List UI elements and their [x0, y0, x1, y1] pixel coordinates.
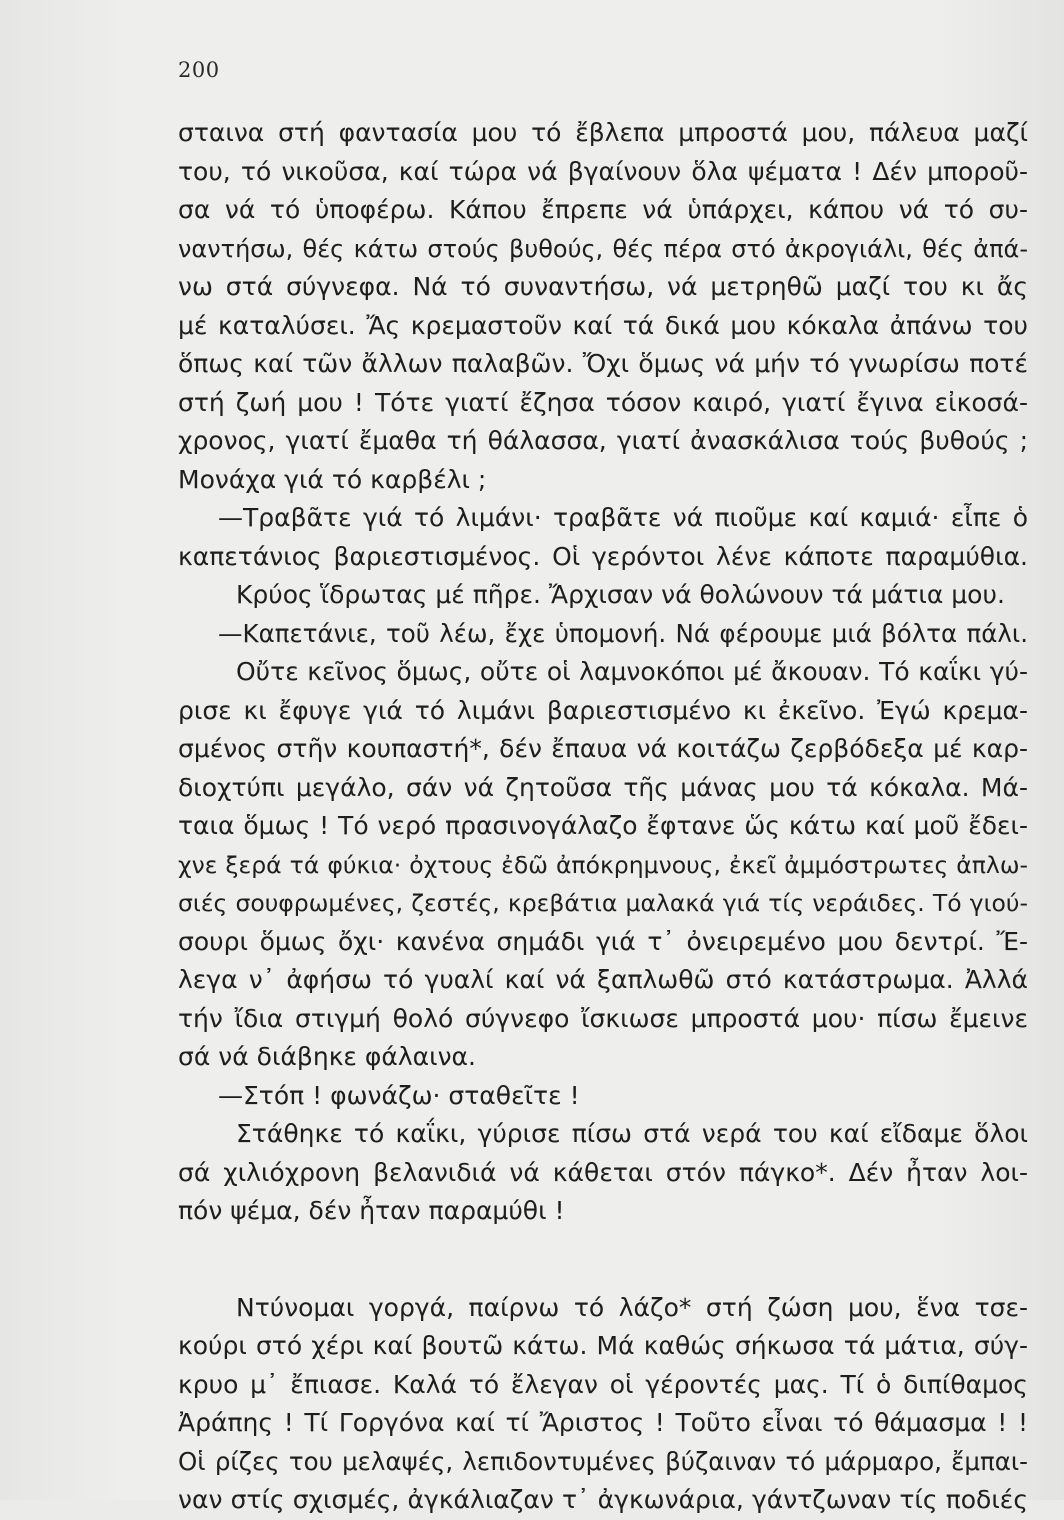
- text-line: σά χιλιόχρονη βελανιδιά νά κάθεται στόν πάγκο*. Δέν ἦταν λοι-: [178, 1157, 1028, 1187]
- paragraph-start-line: Ντύνομαι γοργά, παίρνω τό λάζο* στή ζώση μου, ἕνα τσε-: [236, 1292, 1028, 1322]
- paragraph-start-line: Κρύος ἵδρωτας μέ πῆρε. Ἄρχισαν νά θολώνουν τά μάτια μου.: [236, 580, 1005, 609]
- text-line: Ἀράπης ! Τί Γοργόνα καί τί Ἄριστος ! Τοῦτο εἶναι τό θάμασμα ! !: [178, 1408, 1028, 1437]
- text-line: σταινα στή φαντασία μου τό ἔβλεπα μπροστά μου, πάλευα μαζί: [178, 118, 1028, 147]
- dialogue-line: —Τραβᾶτε γιά τό λιμάνι· τραβᾶτε νά πιοῦμε καί καμιά· εἶπε ὁ: [218, 503, 1028, 532]
- text-line: ταια ὅμως ! Τό νερό πρασινογάλαζο ἔφτανε ὥς κάτω καί μοῦ ἔδει-: [178, 811, 1028, 840]
- text-line: τήν ἴδια στιγμή θολό σύγνεφο ἴσκιωσε μπροστά μου· πίσω ἔμεινε: [178, 1003, 1028, 1033]
- text-line: λεγα ν᾽ ἀφήσω τό γυαλί καί νά ξαπλωθῶ στό κατάστρωμα. Ἀλλά: [178, 965, 1028, 994]
- text-line: κούρι στό χέρι καί βουτῶ κάτω. Μά καθώς σήκωσα τά μάτια, σύγ-: [178, 1331, 1028, 1360]
- text-line: ρισε κι ἔφυγε γιά τό λιμάνι βαριεστισμένο κι ἐκεῖνο. Ἐγώ κρεμα-: [178, 695, 1028, 725]
- text-line: νω στά σύγνεφα. Νά τό συναντήσω, νά μετρηθῶ μαζί του κι ἄς: [178, 272, 1028, 301]
- paragraph-start-line: Στάθηκε τό καΐκι, γύρισε πίσω στά νερά του καί εἴδαμε ὅλοι: [236, 1119, 1028, 1148]
- body-text: [178, 114, 1028, 1520]
- text-line: στή ζωή μου ! Τότε γιατί ἔζησα τόσον καιρό, γιατί ἔγινα εἰκοσά-: [178, 387, 1028, 417]
- text-line: ναν στίς σχισμές, ἀγκάλιαζαν τ᾽ ἀγκωνάρια, γάντζωναν τίς ποδιές: [178, 1485, 1028, 1514]
- text-line: σα νά τό ὑποφέρω. Κάπου ἔπρεπε νά ὑπάρχει, κάπου νά τό συ-: [178, 195, 1028, 224]
- text-line: Μονάχα γιά τό καρβέλι ;: [178, 464, 487, 494]
- text-line: χρονος, γιατί ἔμαθα τή θάλασσα, γιατί ἀνασκάλισα τούς βυθούς ;: [178, 426, 1028, 455]
- text-line: ὅπως καί τῶν ἄλλων παλαβῶν. Ὄχι ὅμως νά μήν τό γνωρίσω ποτέ: [178, 349, 1028, 378]
- text-line: σμένος στῆν κουπαστή*, δέν ἔπαυα νά κοιτάζω ζερβόδεξα μέ καρ-: [178, 734, 1028, 763]
- text-line: Οἱ ρίζες του μελαψές, λεπιδοντυμένες βύζαιναν τό μάρμαρο, ἔμπαι-: [178, 1446, 1028, 1476]
- text-line: κρυο μ᾽ ἔπιασε. Καλά τό ἔλεγαν οἱ γέροντές μας. Τί ὁ διπίθαμος: [178, 1369, 1028, 1399]
- text-line: διοχτύπι μεγάλο, σάν νά ζητοῦσα τῆς μάνας μου τά κόκαλα. Μά-: [178, 772, 1028, 802]
- dialogue-line: —Στόπ ! φωνάζω· σταθεῖτε !: [218, 1080, 580, 1110]
- text-line: μέ καταλύσει. Ἄς κρεμαστοῦν καί τά δικά μου κόκαλα ἀπάνω του: [178, 310, 1028, 340]
- text-line: πόν ψέμα, δέν ἦταν παραμύθι !: [178, 1196, 565, 1225]
- text-line: σά νά διάβηκε φάλαινα.: [178, 1042, 476, 1071]
- section-gap: [178, 1231, 1028, 1289]
- text-line: σιές σουφρωμένες, ζεστές, κρεβάτια μαλακά γιά τίς νεράιδες. Τό γιού-: [178, 889, 1028, 917]
- dialogue-line: —Καπετάνιε, τοῦ λέω, ἔχε ὑπομονή. Νά φέρουμε μιά βόλτα πάλι.: [218, 618, 1028, 648]
- page-number: 200: [178, 58, 220, 82]
- paragraph-start-line: Οὔτε κεῖνος ὅμως, οὔτε οἱ λαμνοκόποι μέ ἄκουαν. Τό καΐκι γύ-: [236, 657, 1028, 686]
- text-line: χνε ξερά τά φύκια· ὀχτους ἐδῶ ἀπόκρημνους, ἐκεῖ ἀμμόστρωτες ἀπλω-: [178, 850, 1028, 879]
- text-line: σουρι ὅμως ὄχι· κανένα σημάδι γιά τ᾽ ὀνειρεμένο μου δεντρί. Ἔ-: [178, 926, 1028, 956]
- text-line: του, τό νικοῦσα, καί τώρα νά βγαίνουν ὅλα ψέματα ! Δέν μποροῦ-: [178, 156, 1028, 186]
- text-line: καπετάνιος βαριεστισμένος. Οἱ γερόντοι λένε κάποτε παραμύθια.: [178, 541, 1028, 571]
- text-line: ναντήσω, θές κάτω στούς βυθούς, θές πέρα στό ἀκρογιάλι, θές ἀπά-: [178, 234, 1028, 263]
